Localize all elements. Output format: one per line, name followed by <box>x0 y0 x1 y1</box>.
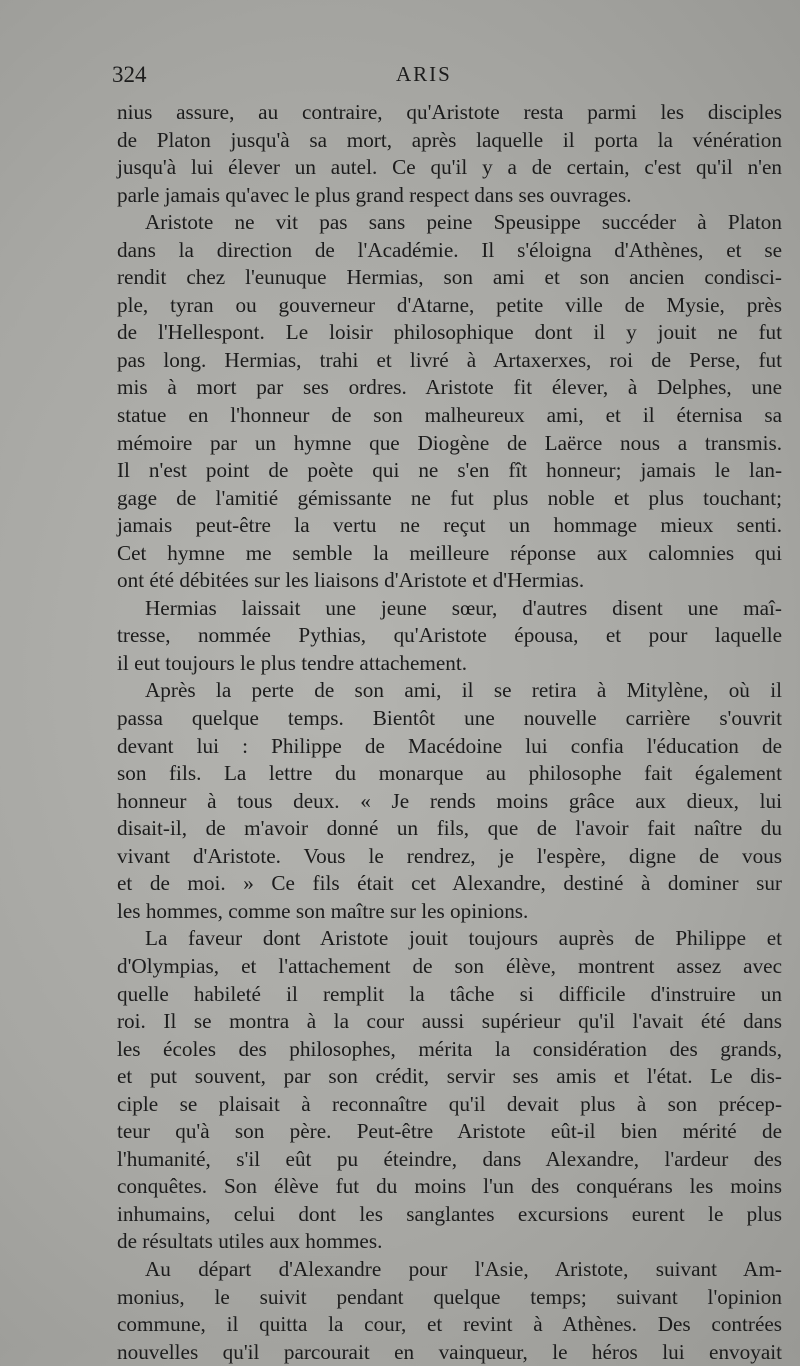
text-line: parle jamais qu'avec le plus grand respect dans ses ouvrages. <box>117 182 632 207</box>
text-line: son fils. La lettre du monarque au philosophe fait également <box>117 761 782 786</box>
paragraph-4 <box>117 677 782 925</box>
text-line: nouvelles qu'il parcourait en vainqueur, le héros lui envoyait <box>117 1339 782 1364</box>
text-line: teur qu'à son père. Peut-être Aristote eût-il bien mérité de <box>117 1119 782 1144</box>
text-line: passa quelque temps. Bientôt une nouvelle carrière s'ouvrit <box>117 706 782 731</box>
text-line: et de moi. » Ce fils était cet Alexandre, destiné à dominer sur <box>117 871 782 896</box>
text-line: jusqu'à lui élever un autel. Ce qu'il y a de certain, c'est qu'il n'en <box>117 155 782 180</box>
page-number: 324 <box>112 62 147 87</box>
text-line: et put souvent, par son crédit, servir ses amis et l'état. Le dis- <box>117 1064 782 1089</box>
text-line: devant lui : Philippe de Macédoine lui confia l'éducation de <box>117 733 782 758</box>
text-line: de l'Hellespont. Le loisir philosophique dont il y jouit ne fut <box>117 320 782 345</box>
text-line: Après la perte de son ami, il se retira à Mitylène, où il <box>145 678 782 703</box>
text-line: d'Olympias, et l'attachement de son élève, montrent assez avec <box>117 953 782 978</box>
text-line: jamais peut-être la vertu ne reçut un hommage mieux senti. <box>117 513 782 538</box>
body-text <box>117 99 782 1366</box>
text-line: monius, le suivit pendant quelque temps; suivant l'opinion <box>117 1284 782 1309</box>
text-line: inhumains, celui dont les sanglantes excursions eurent le plus <box>117 1201 782 1226</box>
text-line: Hermias laissait une jeune sœur, d'autres disent une maî- <box>145 595 782 620</box>
text-line: l'humanité, s'il eût pu éteindre, dans Alexandre, l'ardeur des <box>117 1146 782 1171</box>
text-line: Au départ d'Alexandre pour l'Asie, Aristote, suivant Am- <box>145 1256 782 1281</box>
text-line: gage de l'amitié gémissante ne fut plus noble et plus touchant; <box>117 485 782 510</box>
text-line: pas long. Hermias, trahi et livré à Artaxerxes, roi de Perse, fut <box>117 347 782 372</box>
text-line: de résultats utiles aux hommes. <box>117 1229 383 1254</box>
text-line: mis à mort par ses ordres. Aristote fit élever, à Delphes, une <box>117 375 782 400</box>
text-line: commune, il quitta la cour, et revint à Athènes. Des contrées <box>117 1312 782 1337</box>
paragraph-3 <box>117 595 782 678</box>
text-line: nius assure, au contraire, qu'Aristote resta parmi les disciples <box>117 100 782 124</box>
text-line: Il n'est point de poète qui ne s'en fît honneur; jamais le lan- <box>117 458 782 483</box>
text-line: quelle habileté il remplit la tâche si difficile d'instruire un <box>117 981 782 1006</box>
text-line: vivant d'Aristote. Vous le rendrez, je l'espère, digne de vous <box>117 843 782 868</box>
text-line: les hommes, comme son maître sur les opinions. <box>117 898 529 923</box>
text-line: tresse, nommée Pythias, qu'Aristote épousa, et pour laquelle <box>117 623 782 648</box>
paragraph-6 <box>117 1256 782 1366</box>
text-line: dans la direction de l'Académie. Il s'éloigna d'Athènes, et se <box>117 237 782 262</box>
text-line: les écoles des philosophes, mérita la considération des grands, <box>117 1036 782 1061</box>
text-line: conquêtes. Son élève fut du moins l'un des conquérans les moins <box>117 1174 782 1199</box>
text-line: il eut toujours le plus tendre attachement. <box>117 650 468 675</box>
text-line: Aristote ne vit pas sans peine Speusippe succéder à Platon <box>145 210 782 235</box>
paragraph-5 <box>117 925 782 1256</box>
text-line: La faveur dont Aristote jouit toujours auprès de Philippe et <box>145 926 782 951</box>
text-line: ciple se plaisait à reconnaître qu'il devait plus à son précep- <box>117 1091 782 1116</box>
text-line: Cet hymne me semble la meilleure réponse aux calomnies qui <box>117 540 782 565</box>
text-line: mémoire par un hymne que Diogène de Laërce nous a transmis. <box>117 430 782 455</box>
page-header <box>112 62 782 96</box>
text-line: rendit chez l'eunuque Hermias, son ami et son ancien condisci- <box>117 265 782 290</box>
text-line: de Platon jusqu'à sa mort, après laquelle il porta la vénération <box>117 127 782 152</box>
text-line: honneur à tous deux. « Je rends moins grâce aux dieux, lui <box>117 788 782 813</box>
paragraph-2 <box>117 209 782 595</box>
running-head: ARIS <box>396 62 452 86</box>
text-line: disait-il, de m'avoir donné un fils, que de l'avoir fait naître du <box>117 816 782 841</box>
text-line: ont été débitées sur les liaisons d'Aristote et d'Hermias. <box>117 568 585 593</box>
text-line: statue en l'honneur de son malheureux ami, et il éternisa sa <box>117 403 782 428</box>
text-line: roi. Il se montra à la cour aussi supérieur qu'il l'avait été dans <box>117 1009 782 1034</box>
text-line: ple, tyran ou gouverneur d'Atarne, petite ville de Mysie, près <box>117 292 782 317</box>
paragraph-1 <box>117 99 782 209</box>
